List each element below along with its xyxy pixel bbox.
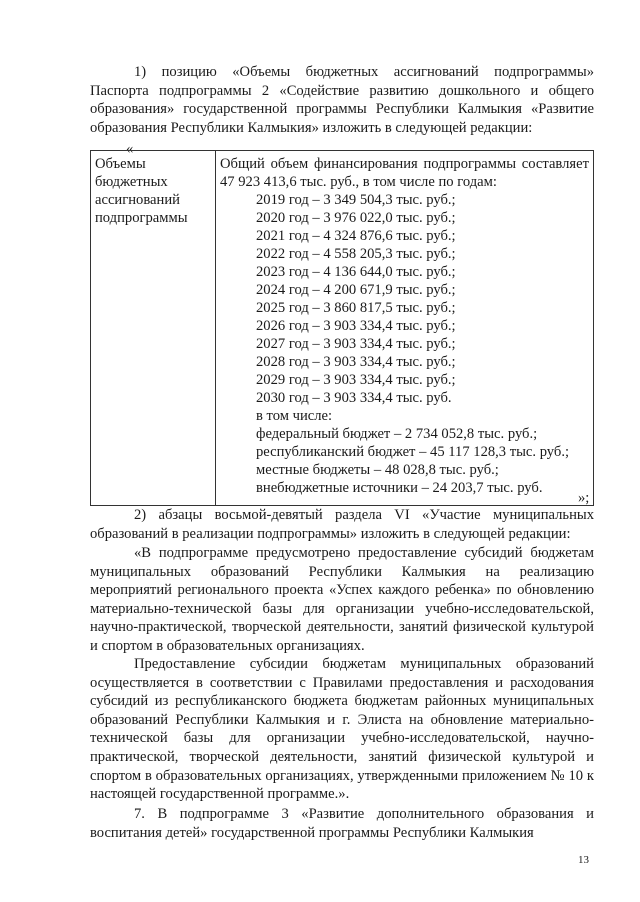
total-funding-text: Общий объем финансирования подпрограммы составляет 47 923 413,6 тыс. руб., в том числе по годам: xyxy=(220,156,589,190)
label-line: Объемы xyxy=(95,156,146,172)
including-label: в том числе: xyxy=(256,408,333,424)
year-line: 2029 год – 3 903 334,4 тыс. руб.; xyxy=(256,372,456,388)
source-line: внебюджетные источники – 24 203,7 тыс. руб. xyxy=(256,480,543,496)
year-line: 2020 год – 3 976 022,0 тыс. руб.; xyxy=(256,210,456,226)
opening-quote: « xyxy=(126,141,134,157)
budget-value-cell xyxy=(216,151,594,506)
closing-quote: »; xyxy=(578,490,590,506)
year-line: 2021 год – 4 324 876,6 тыс. руб.; xyxy=(256,228,456,244)
item-7-paragraph: 7. В подпрограмме 3 «Развитие дополнительного образования и воспитания детей» государственной программы Республики Калмыкия xyxy=(90,806,594,841)
page-number: 13 xyxy=(578,854,589,866)
source-line: федеральный бюджет – 2 734 052,8 тыс. руб.; xyxy=(256,426,538,442)
year-line: 2030 год – 3 903 334,4 тыс. руб. xyxy=(256,390,452,406)
year-line: 2027 год – 3 903 334,4 тыс. руб.; xyxy=(256,336,456,352)
year-line: 2019 год – 3 349 504,3 тыс. руб.; xyxy=(256,192,456,208)
label-line: ассигнований xyxy=(95,192,180,208)
label-line: подпрограммы xyxy=(95,210,188,226)
subsidy-rules-paragraph: Предоставление субсидии бюджетам муниципальных образований осуществляется в соответствии с Правилами предоставления и расходования субсидий из республиканского бюджета бюджетам районных муниципальных образований Республики Калмыкия и г. Элиста на обновление материально-технической базы для организации учебно-исследовательской, научно-практической, творческой деятельности, занятий физической культурой и спортом в образовательных организациях, утвержденными приложением № 10 к настоящей государственной программе.». xyxy=(90,656,594,803)
budget-table xyxy=(90,150,594,506)
budget-label-cell xyxy=(91,151,216,506)
year-line: 2024 год – 4 200 671,9 тыс. руб.; xyxy=(256,282,456,298)
label-line: бюджетных xyxy=(95,174,168,190)
item-1-paragraph: 1) позицию «Объемы бюджетных ассигнований подпрограммы» Паспорта подпрограммы 2 «Содействие развитию дошкольного и общего образования» государственной программы Республики Калмыкия «Развитие образования Республики Калмыкия» изложить в следующей редакции: xyxy=(90,64,594,136)
year-line: 2026 год – 3 903 334,4 тыс. руб.; xyxy=(256,318,456,334)
budget-table-row xyxy=(91,151,594,506)
year-line: 2023 год – 4 136 644,0 тыс. руб.; xyxy=(256,264,456,280)
subsidy-paragraph: «В подпрограмме предусмотрено предоставление субсидий бюджетам муниципальных образований Республики Калмыкия на реализацию мероприятий регионального проекта «Успех каждого ребенка» по обновлению материально-технической базы для организации учебно-исследовательской, научно-практической, творческой деятельности, занятий физической культурой и спортом в образовательных организациях. xyxy=(90,545,594,654)
year-line: 2028 год – 3 903 334,4 тыс. руб.; xyxy=(256,354,456,370)
source-line: местные бюджеты – 48 028,8 тыс. руб.; xyxy=(256,462,499,478)
year-line: 2022 год – 4 558 205,3 тыс. руб.; xyxy=(256,246,456,262)
item-2-paragraph: 2) абзацы восьмой-девятый раздела VI «Участие муниципальных образований в реализации подпрограммы» изложить в следующей редакции: xyxy=(90,507,594,542)
source-line: республиканский бюджет – 45 117 128,3 тыс. руб.; xyxy=(256,444,570,460)
year-line: 2025 год – 3 860 817,5 тыс. руб.; xyxy=(256,300,456,316)
